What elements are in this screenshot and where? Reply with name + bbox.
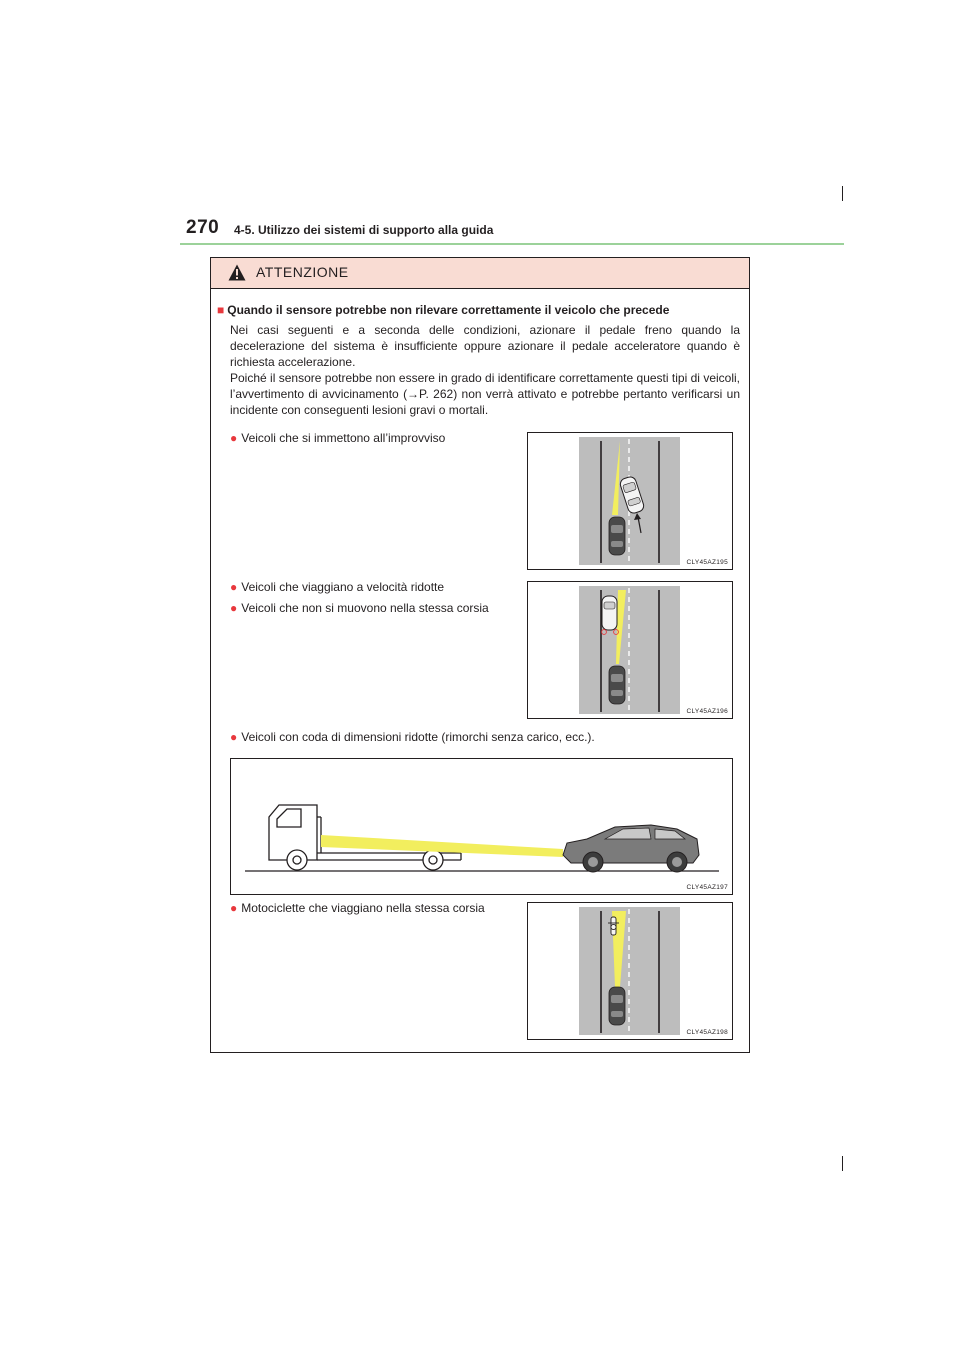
car-icon bbox=[609, 517, 625, 555]
bullet-icon: ● bbox=[230, 431, 238, 445]
warning-subheading-text: Quando il sensore potrebbe non rilevare correttamente il veicolo che precede bbox=[227, 303, 670, 317]
bullet-icon: ● bbox=[230, 601, 238, 615]
cut-in-illustration bbox=[528, 433, 732, 569]
figure-code: CLY45AZ196 bbox=[686, 708, 728, 715]
warning-header bbox=[211, 258, 749, 289]
list-item: ● Veicoli che viaggiano a velocità ridotte bbox=[230, 580, 445, 594]
list-item: ● Veicoli che non si muovono nella stessa corsia bbox=[230, 601, 489, 615]
sedan-icon bbox=[563, 825, 699, 872]
warning-triangle-icon bbox=[228, 264, 246, 281]
car-icon bbox=[609, 987, 625, 1025]
bullet-icon: ● bbox=[230, 730, 238, 744]
bullet-icon: ● bbox=[230, 580, 238, 594]
section-title: 4-5. Utilizzo dei sistemi di supporto alla guida bbox=[234, 223, 494, 237]
list-item: ● Veicoli con coda di dimensioni ridotte (rimorchi senza carico, ecc.). bbox=[230, 730, 595, 744]
warning-paragraph-1: Nei casi seguenti e a seconda delle condizioni, azionare il pedale freno quando la decelerazione del sistema è insufficiente oppure azionare il pedale acceleratore quando è richiesta accelerazione. bbox=[230, 323, 740, 370]
warning-body bbox=[230, 322, 740, 419]
warning-title: ATTENZIONE bbox=[256, 264, 349, 280]
square-bullet-icon: ■ bbox=[217, 303, 225, 317]
warning-subheading bbox=[217, 303, 669, 317]
warning-box bbox=[210, 257, 750, 1053]
motorcycle-illustration bbox=[528, 903, 732, 1039]
figure-trailer bbox=[230, 758, 733, 895]
page-number: 270 bbox=[186, 217, 220, 238]
list-item: ● Veicoli che si immettono all’improvviso bbox=[230, 431, 446, 445]
slow-vehicle-illustration bbox=[528, 582, 732, 718]
figure-code: CLY45AZ198 bbox=[686, 1029, 728, 1036]
figure-code: CLY45AZ197 bbox=[686, 884, 728, 891]
figure-code: CLY45AZ195 bbox=[686, 559, 728, 566]
figure-cut-in-vehicle bbox=[527, 432, 733, 570]
figure-slow-vehicle bbox=[527, 581, 733, 719]
radar-beam bbox=[321, 835, 563, 857]
truck-icon bbox=[269, 805, 461, 870]
warning-paragraph-2: Poiché il sensore potrebbe non essere in grado di identificare correttamente questi tipi di veicoli, l’avvertimento di avvicinamento (→P. 262) non verrà attivato e potrebbe pertanto verificarsi un incidente con conseguenti lesioni gravi o mortali. bbox=[230, 371, 740, 418]
trailer-illustration bbox=[231, 759, 732, 894]
header-divider bbox=[180, 243, 844, 245]
crop-mark-top bbox=[842, 186, 843, 201]
bullet-icon: ● bbox=[230, 901, 238, 915]
list-item: ● Motociclette che viaggiano nella stessa corsia bbox=[230, 901, 485, 915]
figure-motorcycle bbox=[527, 902, 733, 1040]
car-icon bbox=[609, 666, 625, 704]
crop-mark-bottom bbox=[842, 1156, 843, 1171]
